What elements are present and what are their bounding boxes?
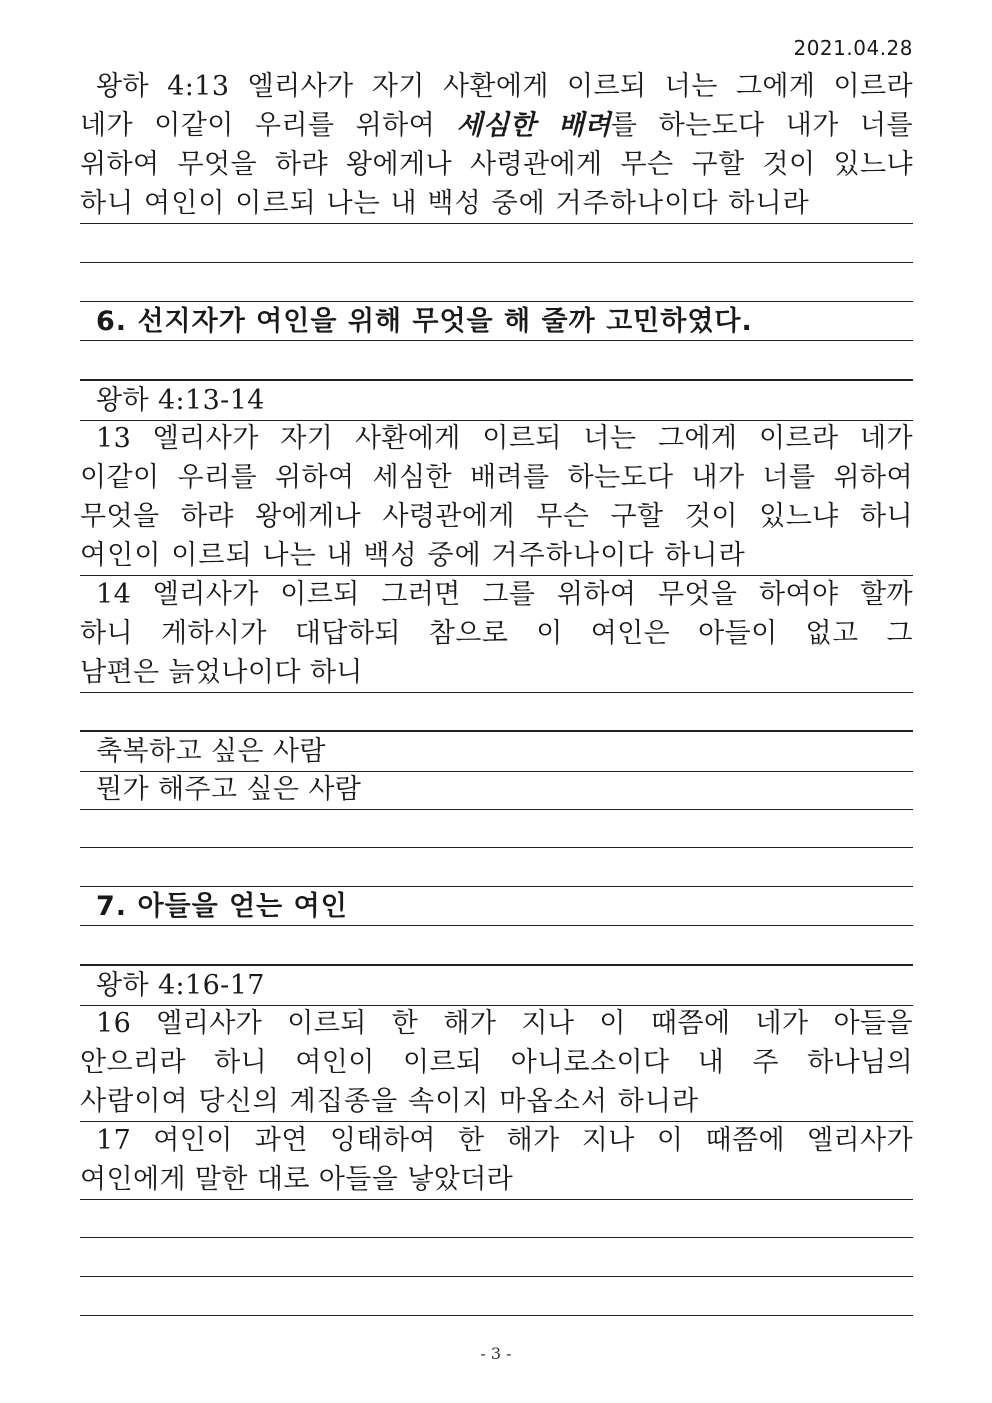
verse-17-line: 여인에게 말한 대로 아들을 낳았더라 [80, 1164, 514, 1195]
blank-row [80, 926, 913, 965]
section-6-reference: 왕하 4:13-14 [96, 385, 265, 416]
verse-14-line: 14 엘리사가 이르되 그러면 그를 위하여 무엇을 하여야 할까 [96, 579, 913, 610]
blank-row [80, 1238, 913, 1277]
page-number: - 3 - [480, 1344, 512, 1363]
intro-line-2-start: 네가 이같이 우리를 위하여 [80, 110, 457, 141]
intro-line-1: 왕하 4:13 엘리사가 자기 사환에게 이르되 너는 그에게 이르라 [96, 71, 913, 102]
document-page [80, 0, 913, 1403]
note-row [80, 770, 913, 810]
section-7-heading: 7. 아들을 얻는 여인 [96, 891, 348, 922]
section-6-reference-row [80, 380, 913, 421]
verse-16-line: 16 엘리사가 이르되 한 해가 지나 이 때쯤에 네가 아들을 [96, 1008, 913, 1039]
intro-line-2 [80, 106, 913, 145]
verse-13-line: 여인이 이르되 나는 내 백성 중에 거주하나이다 하니라 [80, 540, 746, 571]
note-row [80, 731, 913, 772]
blank-row [80, 692, 913, 731]
verse-14-line: 하니 게하시가 대답하되 참으로 이 여인은 아들이 없고 그 [80, 618, 913, 649]
intro-line-3: 위하여 무엇을 하랴 왕에게나 사령관에게 무슨 구할 것이 있느냐 [80, 149, 913, 180]
verse-13-line: 이같이 우리를 위하여 세심한 배려를 하는도다 내가 너를 위하여 [80, 462, 913, 493]
blank-row [80, 223, 913, 263]
document-date: 2021.04.28 [793, 36, 913, 60]
blank-row [80, 263, 913, 302]
emphasis-text: 세심한 배려 [456, 110, 611, 141]
verse-14-block [80, 575, 913, 693]
verse-16-line: 안으리라 하니 여인이 이르되 아니로소이다 내 주 하나님의 [80, 1047, 913, 1078]
section-7-reference: 왕하 4:16-17 [96, 970, 265, 1001]
verse-17-block [80, 1121, 913, 1200]
blank-row [80, 1277, 913, 1316]
intro-passage [80, 67, 913, 224]
intro-line-4: 하니 여인이 이르되 나는 내 백성 중에 거주하나이다 하니라 [80, 188, 810, 219]
section-6-heading-row [80, 301, 913, 341]
verse-13-line: 무엇을 하랴 왕에게나 사령관에게 무슨 구할 것이 있느냐 하니 [80, 501, 913, 532]
section-7-reference-row [80, 965, 913, 1006]
intro-line-2-end: 를 하는도다 내가 너를 [610, 110, 913, 141]
verse-13-block [80, 419, 913, 576]
note-bless: 축복하고 싶은 사람 [96, 736, 326, 767]
blank-row [80, 848, 913, 887]
blank-row [80, 341, 913, 380]
verse-13-line: 13 엘리사가 자기 사환에게 이르되 너는 그에게 이르라 네가 [96, 423, 913, 454]
blank-row [80, 809, 913, 848]
section-6-heading: 6. 선지자가 여인을 위해 무엇을 해 줄까 고민하였다. [96, 306, 753, 337]
blank-row [80, 1199, 913, 1238]
verse-17-line: 17 여인이 과연 잉태하여 한 해가 지나 이 때쯤에 엘리사가 [96, 1125, 913, 1156]
section-7-heading-row [80, 886, 913, 926]
note-do-something: 뭔가 해주고 싶은 사람 [96, 774, 362, 805]
verse-16-line: 사람이여 당신의 계집종을 속이지 마옵소서 하니라 [80, 1086, 700, 1117]
verse-14-line: 남편은 늙었나이다 하니 [80, 657, 363, 688]
verse-16-block [80, 1004, 913, 1122]
